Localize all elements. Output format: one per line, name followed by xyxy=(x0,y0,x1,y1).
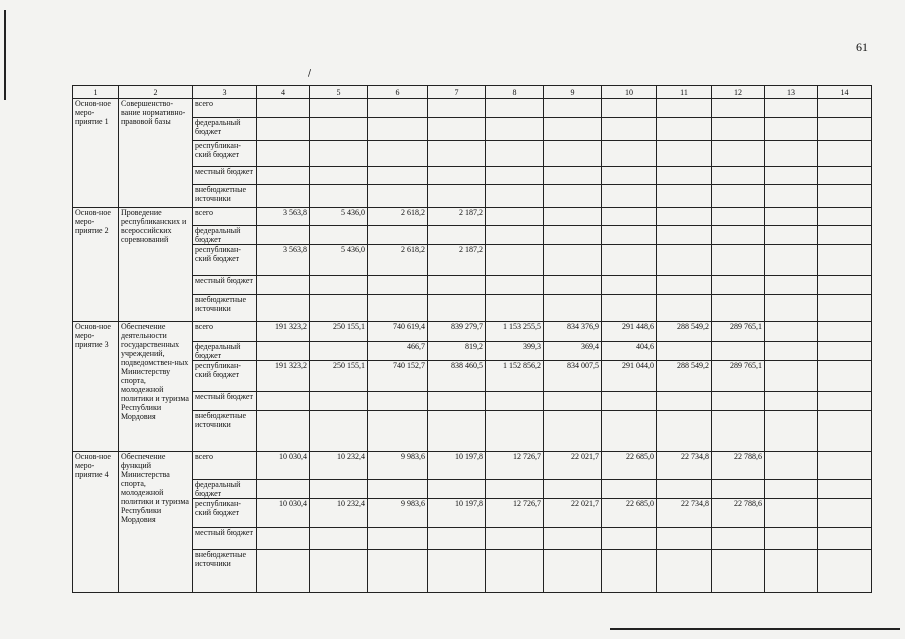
amount-cell xyxy=(257,118,310,140)
amount-cell xyxy=(765,140,818,167)
amount-cell xyxy=(428,550,486,593)
amount-cell xyxy=(765,361,818,392)
amount-cell xyxy=(428,294,486,322)
amount-cell xyxy=(765,208,818,225)
amount-cell xyxy=(818,225,872,244)
amount-cell xyxy=(257,275,310,294)
amount-cell: 191 323,2 xyxy=(257,361,310,392)
table-row xyxy=(73,99,872,118)
funding-source: республикан-ский бюджет xyxy=(193,140,257,167)
column-number: 4 xyxy=(257,86,310,99)
amount-cell xyxy=(602,99,657,118)
amount-cell xyxy=(544,167,602,184)
table-row xyxy=(73,341,872,360)
amount-cell xyxy=(368,550,428,593)
amount-cell xyxy=(428,184,486,207)
table-row xyxy=(73,322,872,341)
funding-source: внебюджетные источники xyxy=(193,411,257,452)
amount-cell xyxy=(544,184,602,207)
amount-cell: 22 734,8 xyxy=(657,452,712,480)
amount-cell xyxy=(818,499,872,528)
amount-cell xyxy=(765,452,818,480)
amount-cell xyxy=(765,294,818,322)
amount-cell xyxy=(818,361,872,392)
amount-cell xyxy=(818,479,872,498)
amount-cell xyxy=(818,244,872,275)
amount-cell: 10 197,8 xyxy=(428,452,486,480)
amount-cell xyxy=(486,527,544,549)
amount-cell xyxy=(765,225,818,244)
amount-cell: 839 279,7 xyxy=(428,322,486,341)
amount-cell: 250 155,1 xyxy=(310,322,368,341)
activity-code: Основ-ное меро-приятие 3 xyxy=(73,322,119,452)
column-number: 1 xyxy=(73,86,119,99)
amount-cell xyxy=(368,140,428,167)
amount-cell xyxy=(368,391,428,410)
column-number: 14 xyxy=(818,86,872,99)
amount-cell xyxy=(712,275,765,294)
amount-cell xyxy=(712,341,765,360)
amount-cell xyxy=(657,341,712,360)
amount-cell xyxy=(310,118,368,140)
amount-cell xyxy=(657,275,712,294)
scan-edge-mark xyxy=(4,10,6,100)
amount-cell: 289 765,1 xyxy=(712,322,765,341)
amount-cell xyxy=(765,411,818,452)
funding-source: всего xyxy=(193,99,257,118)
amount-cell xyxy=(765,391,818,410)
amount-cell xyxy=(602,275,657,294)
amount-cell: 291 044,0 xyxy=(602,361,657,392)
amount-cell xyxy=(486,118,544,140)
amount-cell: 9 983,6 xyxy=(368,499,428,528)
amount-cell xyxy=(257,411,310,452)
activity-name: Проведение республиканских и всероссийских соревнований xyxy=(119,208,193,322)
amount-cell: 22 685,0 xyxy=(602,499,657,528)
amount-cell xyxy=(657,391,712,410)
amount-cell xyxy=(368,479,428,498)
table-row xyxy=(73,411,872,452)
funding-source: федеральный бюджет xyxy=(193,479,257,498)
table-row xyxy=(73,294,872,322)
funding-source: всего xyxy=(193,322,257,341)
pen-mark: / xyxy=(308,69,312,79)
amount-cell xyxy=(765,167,818,184)
amount-cell: 404,6 xyxy=(602,341,657,360)
amount-cell xyxy=(486,411,544,452)
amount-cell: 12 726,7 xyxy=(486,452,544,480)
funding-source: республикан-ский бюджет xyxy=(193,244,257,275)
amount-cell xyxy=(310,479,368,498)
amount-cell xyxy=(257,99,310,118)
funding-source: всего xyxy=(193,452,257,480)
activity-code: Основ-ное меро-приятие 4 xyxy=(73,452,119,593)
amount-cell xyxy=(818,275,872,294)
amount-cell xyxy=(544,225,602,244)
table-row xyxy=(73,244,872,275)
amount-cell xyxy=(602,118,657,140)
amount-cell xyxy=(765,322,818,341)
amount-cell: 22 021,7 xyxy=(544,452,602,480)
amount-cell xyxy=(602,550,657,593)
amount-cell xyxy=(257,140,310,167)
amount-cell xyxy=(712,244,765,275)
activity-code: Основ-ное меро-приятие 1 xyxy=(73,99,119,208)
amount-cell xyxy=(818,167,872,184)
amount-cell xyxy=(310,411,368,452)
table-row xyxy=(73,361,872,392)
amount-cell xyxy=(368,167,428,184)
amount-cell xyxy=(712,140,765,167)
amount-cell xyxy=(602,391,657,410)
amount-cell: 10 030,4 xyxy=(257,452,310,480)
funding-source: всего xyxy=(193,208,257,225)
amount-cell xyxy=(657,184,712,207)
amount-cell xyxy=(544,140,602,167)
amount-cell: 22 734,8 xyxy=(657,499,712,528)
funding-source: внебюджетные источники xyxy=(193,184,257,207)
amount-cell xyxy=(257,225,310,244)
amount-cell xyxy=(712,225,765,244)
amount-cell xyxy=(765,341,818,360)
amount-cell xyxy=(428,99,486,118)
amount-cell xyxy=(544,275,602,294)
budget-table xyxy=(72,85,872,593)
table-row xyxy=(73,225,872,244)
column-number: 2 xyxy=(119,86,193,99)
amount-cell xyxy=(428,411,486,452)
amount-cell xyxy=(486,479,544,498)
amount-cell: 5 436,0 xyxy=(310,244,368,275)
column-number: 3 xyxy=(193,86,257,99)
amount-cell: 834 376,9 xyxy=(544,322,602,341)
amount-cell xyxy=(602,184,657,207)
funding-source: внебюджетные источники xyxy=(193,550,257,593)
amount-cell xyxy=(657,99,712,118)
amount-cell: 288 549,2 xyxy=(657,322,712,341)
amount-cell xyxy=(368,184,428,207)
amount-cell xyxy=(486,99,544,118)
amount-cell xyxy=(765,527,818,549)
amount-cell: 22 021,7 xyxy=(544,499,602,528)
amount-cell xyxy=(257,167,310,184)
amount-cell xyxy=(712,167,765,184)
amount-cell: 289 765,1 xyxy=(712,361,765,392)
amount-cell xyxy=(428,391,486,410)
amount-cell xyxy=(602,294,657,322)
amount-cell xyxy=(602,479,657,498)
column-number: 11 xyxy=(657,86,712,99)
amount-cell xyxy=(765,275,818,294)
amount-cell: 3 563,8 xyxy=(257,208,310,225)
amount-cell xyxy=(602,208,657,225)
funding-source: местный бюджет xyxy=(193,527,257,549)
amount-cell xyxy=(544,244,602,275)
amount-cell xyxy=(657,244,712,275)
amount-cell: 466,7 xyxy=(368,341,428,360)
funding-source: федеральный бюджет xyxy=(193,118,257,140)
amount-cell xyxy=(544,99,602,118)
amount-cell xyxy=(368,527,428,549)
amount-cell: 740 152,7 xyxy=(368,361,428,392)
amount-cell xyxy=(657,225,712,244)
amount-cell xyxy=(657,118,712,140)
amount-cell: 1 153 255,5 xyxy=(486,322,544,341)
amount-cell xyxy=(544,527,602,549)
amount-cell xyxy=(712,294,765,322)
funding-source: республикан-ский бюджет xyxy=(193,499,257,528)
amount-cell xyxy=(818,411,872,452)
amount-cell xyxy=(818,391,872,410)
amount-cell xyxy=(818,294,872,322)
amount-cell: 2 618,2 xyxy=(368,244,428,275)
table-row xyxy=(73,118,872,140)
amount-cell xyxy=(310,99,368,118)
amount-cell xyxy=(486,244,544,275)
table-row xyxy=(73,184,872,207)
amount-cell xyxy=(712,527,765,549)
amount-cell xyxy=(602,527,657,549)
amount-cell xyxy=(368,411,428,452)
amount-cell xyxy=(428,527,486,549)
scan-edge-line xyxy=(610,628,900,630)
amount-cell xyxy=(544,550,602,593)
amount-cell: 2 187,2 xyxy=(428,208,486,225)
amount-cell xyxy=(368,294,428,322)
page-number: 61 xyxy=(856,40,868,54)
amount-cell xyxy=(765,499,818,528)
column-number: 13 xyxy=(765,86,818,99)
amount-cell: 5 436,0 xyxy=(310,208,368,225)
funding-source: федеральный бюджет xyxy=(193,341,257,360)
amount-cell: 10 232,4 xyxy=(310,499,368,528)
amount-cell xyxy=(657,411,712,452)
amount-cell xyxy=(310,225,368,244)
amount-cell: 10 030,4 xyxy=(257,499,310,528)
amount-cell xyxy=(602,140,657,167)
amount-cell xyxy=(818,452,872,480)
column-number: 7 xyxy=(428,86,486,99)
amount-cell xyxy=(544,391,602,410)
amount-cell xyxy=(486,294,544,322)
amount-cell xyxy=(428,140,486,167)
amount-cell xyxy=(712,479,765,498)
amount-cell xyxy=(602,244,657,275)
amount-cell xyxy=(818,208,872,225)
amount-cell xyxy=(765,244,818,275)
amount-cell xyxy=(486,208,544,225)
table-row xyxy=(73,275,872,294)
amount-cell xyxy=(818,184,872,207)
amount-cell xyxy=(310,275,368,294)
amount-cell xyxy=(765,184,818,207)
funding-source: местный бюджет xyxy=(193,391,257,410)
amount-cell xyxy=(765,118,818,140)
amount-cell xyxy=(310,294,368,322)
amount-cell xyxy=(428,225,486,244)
amount-cell xyxy=(428,479,486,498)
amount-cell xyxy=(544,208,602,225)
amount-cell xyxy=(657,294,712,322)
amount-cell: 10 197,8 xyxy=(428,499,486,528)
funding-source: местный бюджет xyxy=(193,167,257,184)
funding-source: федеральный бюджет xyxy=(193,225,257,244)
amount-cell xyxy=(368,99,428,118)
table-row xyxy=(73,167,872,184)
amount-cell xyxy=(712,391,765,410)
amount-cell xyxy=(818,118,872,140)
table-row xyxy=(73,499,872,528)
amount-cell: 3 563,8 xyxy=(257,244,310,275)
amount-cell: 1 152 856,2 xyxy=(486,361,544,392)
amount-cell xyxy=(544,118,602,140)
amount-cell: 191 323,2 xyxy=(257,322,310,341)
column-number: 8 xyxy=(486,86,544,99)
activity-name: Обеспечение функций Министерства спорта, молодежной политики и туризма Республики Мордовия xyxy=(119,452,193,593)
column-number: 6 xyxy=(368,86,428,99)
amount-cell: 834 007,5 xyxy=(544,361,602,392)
amount-cell: 819,2 xyxy=(428,341,486,360)
amount-cell xyxy=(486,225,544,244)
amount-cell xyxy=(544,294,602,322)
amount-cell xyxy=(657,550,712,593)
amount-cell xyxy=(428,275,486,294)
amount-cell xyxy=(544,411,602,452)
amount-cell: 22 685,0 xyxy=(602,452,657,480)
table-row xyxy=(73,208,872,225)
amount-cell xyxy=(486,184,544,207)
amount-cell xyxy=(428,167,486,184)
amount-cell xyxy=(257,391,310,410)
amount-cell xyxy=(657,208,712,225)
amount-cell: 22 788,6 xyxy=(712,452,765,480)
amount-cell xyxy=(257,550,310,593)
amount-cell: 291 448,6 xyxy=(602,322,657,341)
amount-cell xyxy=(818,322,872,341)
amount-cell xyxy=(818,99,872,118)
activity-code: Основ-ное меро-приятие 2 xyxy=(73,208,119,322)
activity-name: Совершенство-вание нормативно-правовой базы xyxy=(119,99,193,208)
amount-cell: 2 187,2 xyxy=(428,244,486,275)
amount-cell: 10 232,4 xyxy=(310,452,368,480)
amount-cell xyxy=(368,118,428,140)
table-row xyxy=(73,527,872,549)
amount-cell xyxy=(657,167,712,184)
amount-cell xyxy=(818,140,872,167)
amount-cell xyxy=(257,479,310,498)
amount-cell xyxy=(602,411,657,452)
funding-source: внебюджетные источники xyxy=(193,294,257,322)
amount-cell xyxy=(310,550,368,593)
amount-cell xyxy=(310,184,368,207)
column-number: 5 xyxy=(310,86,368,99)
column-number: 9 xyxy=(544,86,602,99)
amount-cell: 740 619,4 xyxy=(368,322,428,341)
amount-cell: 369,4 xyxy=(544,341,602,360)
amount-cell xyxy=(310,167,368,184)
amount-cell: 9 983,6 xyxy=(368,452,428,480)
amount-cell xyxy=(257,184,310,207)
amount-cell xyxy=(257,294,310,322)
amount-cell xyxy=(765,550,818,593)
amount-cell xyxy=(765,99,818,118)
amount-cell xyxy=(368,225,428,244)
table-row xyxy=(73,550,872,593)
amount-cell xyxy=(712,208,765,225)
amount-cell xyxy=(818,527,872,549)
amount-cell xyxy=(712,550,765,593)
amount-cell: 250 155,1 xyxy=(310,361,368,392)
amount-cell: 22 788,6 xyxy=(712,499,765,528)
amount-cell xyxy=(657,479,712,498)
amount-cell xyxy=(368,275,428,294)
amount-cell xyxy=(712,184,765,207)
amount-cell xyxy=(657,140,712,167)
amount-cell xyxy=(602,225,657,244)
amount-cell xyxy=(310,140,368,167)
table-row xyxy=(73,479,872,498)
amount-cell xyxy=(712,118,765,140)
activity-name: Обеспечение деятельности государственных учреждений, подведомствен-ных Министерству спорта, молодежной политики и туризма Республики Мордовия xyxy=(119,322,193,452)
amount-cell: 2 618,2 xyxy=(368,208,428,225)
amount-cell xyxy=(712,411,765,452)
amount-cell xyxy=(544,479,602,498)
table-row xyxy=(73,452,872,480)
amount-cell: 288 549,2 xyxy=(657,361,712,392)
amount-cell xyxy=(486,167,544,184)
amount-cell xyxy=(486,550,544,593)
amount-cell: 399,3 xyxy=(486,341,544,360)
column-number-row xyxy=(73,86,872,99)
table-row xyxy=(73,391,872,410)
amount-cell xyxy=(486,140,544,167)
amount-cell xyxy=(602,167,657,184)
column-number: 10 xyxy=(602,86,657,99)
amount-cell xyxy=(310,341,368,360)
column-number: 12 xyxy=(712,86,765,99)
amount-cell: 838 460,5 xyxy=(428,361,486,392)
amount-cell xyxy=(657,527,712,549)
amount-cell xyxy=(818,341,872,360)
amount-cell xyxy=(257,527,310,549)
amount-cell: 12 726,7 xyxy=(486,499,544,528)
table-row xyxy=(73,140,872,167)
amount-cell xyxy=(310,391,368,410)
amount-cell xyxy=(428,118,486,140)
funding-source: местный бюджет xyxy=(193,275,257,294)
amount-cell xyxy=(712,99,765,118)
amount-cell xyxy=(310,527,368,549)
amount-cell xyxy=(257,341,310,360)
amount-cell xyxy=(486,275,544,294)
amount-cell xyxy=(818,550,872,593)
amount-cell xyxy=(765,479,818,498)
amount-cell xyxy=(486,391,544,410)
funding-source: республикан-ский бюджет xyxy=(193,361,257,392)
